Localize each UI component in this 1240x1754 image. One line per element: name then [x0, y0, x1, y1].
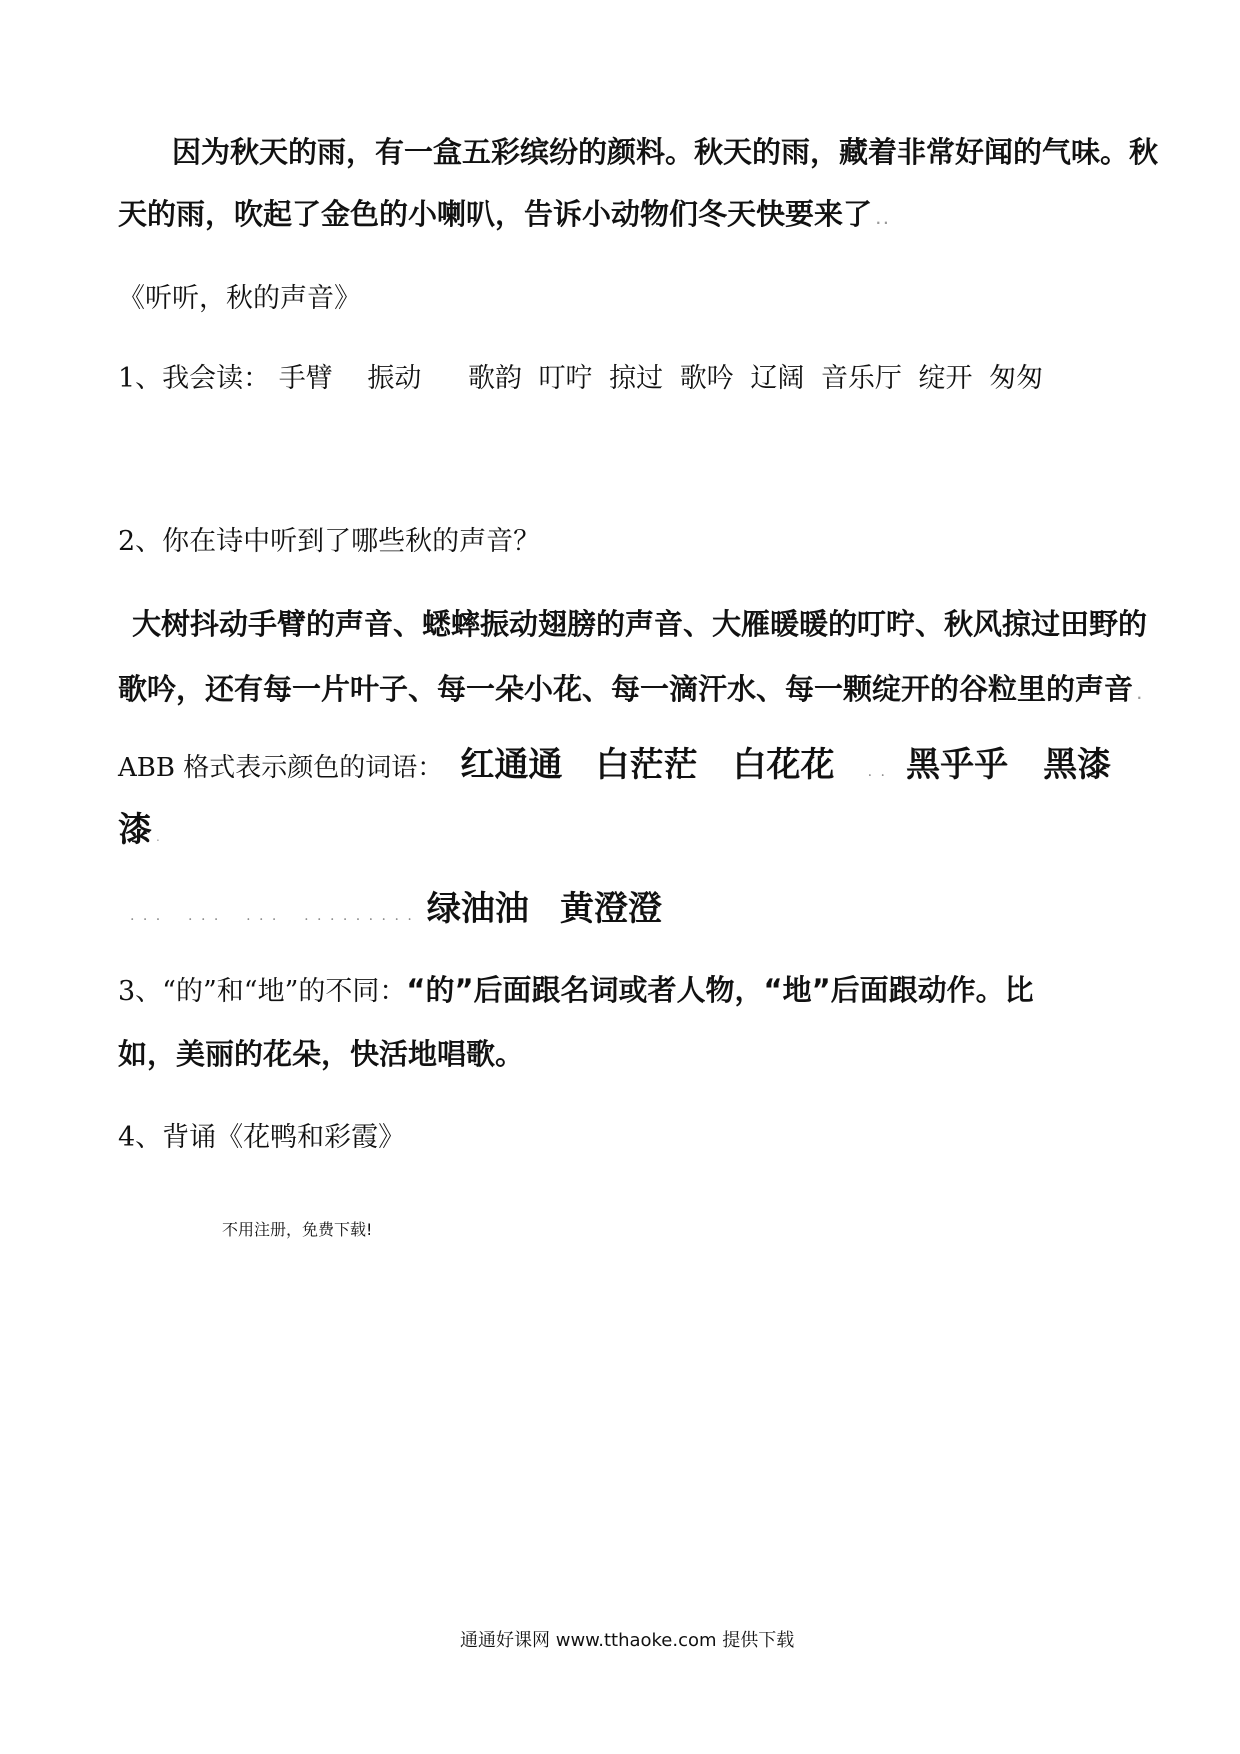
q1-word-7: 辽阔	[750, 363, 805, 394]
abb-label: ABB 格式表示颜色的词语：	[118, 753, 444, 783]
q1-word-5: 掠过	[609, 363, 664, 394]
abb-word-7: 黄澄澄	[560, 889, 662, 929]
q1-word-8: 音乐厅	[820, 363, 902, 394]
intro-line-2	[118, 197, 892, 231]
abb-row-1	[118, 745, 1112, 785]
q2-answer-line-1: 大树抖动手臂的声音、蟋蟀振动翅膀的声音、大雁暖暖的叮咛、秋风掠过田野的	[132, 607, 1148, 641]
trailing-dots: .	[1137, 688, 1145, 702]
q1-word-1: 手臂	[278, 363, 333, 394]
q2-answer-line-2-text: 歌吟，还有每一片叶子、每一朵小花、每一滴汗水、每一颗绽开的谷粒里的声音	[118, 672, 1134, 706]
abb-word-1: 红通通	[460, 745, 563, 785]
section-title: 《听听，秋的声音》	[118, 283, 361, 314]
page-footer: 通通好课网 www.tthaoke.com 提供下载	[460, 1630, 795, 1651]
trailing-dots: ..	[876, 213, 892, 227]
q1-row	[118, 365, 1043, 392]
q1-word-2: 振动	[367, 363, 422, 394]
q1-word-10: 匆匆	[989, 363, 1044, 394]
abb-word-3: 白花花	[732, 745, 835, 785]
abb-word-6: 绿油油	[426, 889, 529, 929]
abb-word-5-end: 漆	[118, 810, 152, 850]
intro-line-2-text: 天的雨，吹起了金色的小喇叭，告诉小动物们冬天快要来了	[118, 197, 873, 231]
abb-row-3	[130, 889, 662, 929]
abb-row-2	[118, 810, 163, 850]
q1-word-3: 歌韵	[467, 363, 522, 394]
q3-label: 3、“的”和“地”的不同：	[118, 976, 407, 1007]
trailing-dots: .	[156, 830, 163, 844]
abb-word-5: 黑漆	[1043, 745, 1112, 785]
q3-answer-line-2: 如，美丽的花朵，快活地唱歌。	[118, 1037, 525, 1071]
q1-word-6: 歌吟	[679, 363, 734, 394]
abb-word-4: 黑乎乎	[906, 745, 1009, 785]
q2-answer-line-2	[118, 672, 1145, 706]
download-note: 不用注册，免费下载!	[222, 1220, 373, 1239]
q1-label: 1、我会读：	[118, 363, 271, 394]
q4-text: 4、背诵《花鸭和彩霞》	[118, 1122, 406, 1153]
abb-word-2: 白茫茫	[595, 745, 698, 785]
q3-answer-line-1: “的”后面跟名词或者人物，“地”后面跟动作。比	[406, 973, 1034, 1007]
q1-word-4: 叮咛	[538, 363, 593, 394]
q2-question: 2、你在诗中听到了哪些秋的声音？	[118, 526, 541, 557]
intro-line-1: 因为秋天的雨，有一盒五彩缤纷的颜料。秋天的雨，藏着非常好闻的气味。秋	[172, 135, 1159, 169]
blank-dots: . . . . . . . . . . . . . . . . . .	[130, 908, 414, 924]
q1-word-9: 绽开	[918, 363, 973, 394]
q3-row-1	[118, 973, 1034, 1007]
blank-dots: . .	[867, 764, 887, 780]
